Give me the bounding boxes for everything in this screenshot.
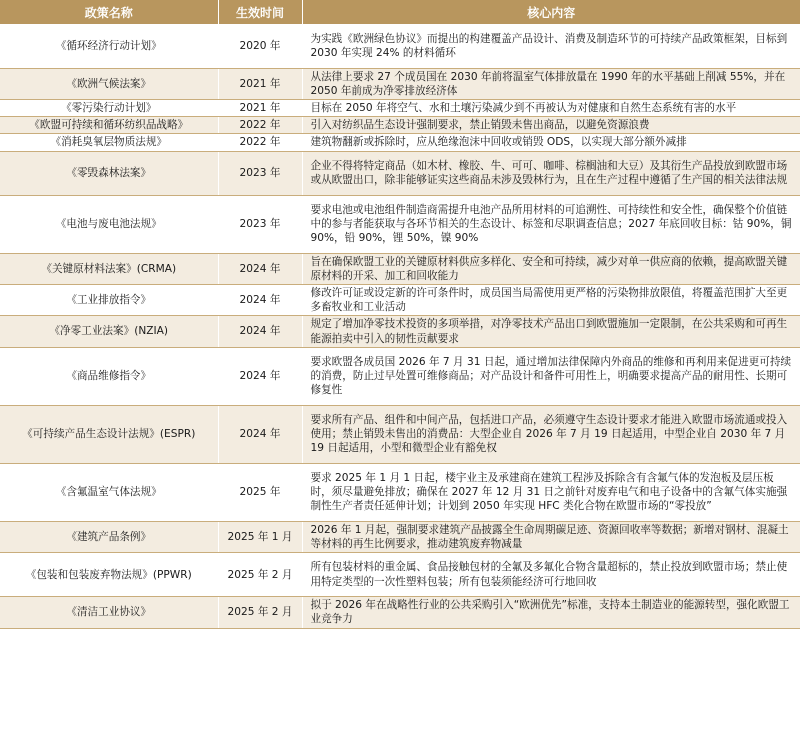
policy-name-cell: 《工业排放指令》 — [0, 284, 218, 315]
core-content-cell: 修改许可证或设定新的许可条件时，成员国当局需使用更严格的污染物排放限值，将覆盖范围扩大至更多畜牧业和工业活动 — [302, 284, 800, 315]
core-content-cell: 规定了增加净零技术投资的多项举措，对净零技术产品出口到欧盟施加一定限制，在公共采购和可再生能源拍卖中引入的韧性贡献要求 — [302, 316, 800, 347]
policy-name-cell: 《商品维修指令》 — [0, 347, 218, 405]
effective-time-cell: 2024 年 — [218, 253, 302, 284]
core-content-cell: 2026 年 1 月起，强制要求建筑产品披露全生命周期碳足迹、资源回收率等数据；新增对钢材、混凝土等材料的再生比例要求，推动建筑废弃物减量 — [302, 521, 800, 552]
core-content-cell: 企业不得将特定商品（如木材、橡胶、牛、可可、咖啡、棕榈油和大豆）及其衍生产品投放到欧盟市场或从欧盟出口，除非能够证实这些商品未涉及毁林行为，且在生产过程中遵循了生产国的相关法律法规 — [302, 151, 800, 195]
table-row — [0, 117, 800, 134]
effective-time-cell: 2025 年 1 月 — [218, 521, 302, 552]
core-content-cell: 引入对纺织品生态设计强制要求，禁止销毁未售出商品，以避免资源浪费 — [302, 117, 800, 134]
effective-time-cell: 2022 年 — [218, 134, 302, 151]
table-row — [0, 597, 800, 628]
table-row — [0, 553, 800, 597]
effective-time-cell: 2024 年 — [218, 316, 302, 347]
table-row — [0, 195, 800, 253]
table-row — [0, 151, 800, 195]
policy-name-cell: 《欧盟可持续和循环纺织品战略》 — [0, 117, 218, 134]
effective-time-cell: 2024 年 — [218, 405, 302, 463]
table-row — [0, 134, 800, 151]
core-content-cell: 要求所有产品、组件和中间产品，包括进口产品，必须遵守生态设计要求才能进入欧盟市场流通或投入使用；禁止销毁未售出的消费品：大型企业自 2026 年 7 月 19 日起适用，中型企业自 2030 年 7 月 19 日起适用，小型和微型企业有豁免权 — [302, 405, 800, 463]
effective-time-cell: 2020 年 — [218, 24, 302, 68]
core-content-cell: 建筑物翻新或拆除时，应从绝缘泡沫中回收或销毁 ODS，以实现大部分额外减排 — [302, 134, 800, 151]
header-row — [0, 0, 800, 24]
policy-name-cell: 《欧洲气候法案》 — [0, 68, 218, 99]
policy-name-cell: 《可持续产品生态设计法规》(ESPR) — [0, 405, 218, 463]
core-content-cell: 目标在 2050 年将空气、水和土壤污染减少到不再被认为对健康和自然生态系统有害的水平 — [302, 99, 800, 116]
header-policy-name: 政策名称 — [0, 0, 218, 24]
table-row — [0, 284, 800, 315]
effective-time-cell: 2024 年 — [218, 347, 302, 405]
effective-time-cell: 2023 年 — [218, 195, 302, 253]
table-row — [0, 463, 800, 521]
effective-time-cell: 2021 年 — [218, 68, 302, 99]
table-header — [0, 0, 800, 24]
policy-name-cell: 《零污染行动计划》 — [0, 99, 218, 116]
effective-time-cell: 2021 年 — [218, 99, 302, 116]
policy-name-cell: 《建筑产品条例》 — [0, 521, 218, 552]
core-content-cell: 旨在确保欧盟工业的关键原材料供应多样化、安全和可持续，减少对单一供应商的依赖，提高欧盟关键原材料的开采、加工和回收能力 — [302, 253, 800, 284]
table-row — [0, 24, 800, 68]
table-row — [0, 347, 800, 405]
header-effective-time: 生效时间 — [218, 0, 302, 24]
header-core-content: 核心内容 — [302, 0, 800, 24]
effective-time-cell: 2025 年 2 月 — [218, 553, 302, 597]
policy-name-cell: 《电池与废电池法规》 — [0, 195, 218, 253]
policy-name-cell: 《循环经济行动计划》 — [0, 24, 218, 68]
table-row — [0, 68, 800, 99]
table-row — [0, 405, 800, 463]
core-content-cell: 拟于 2026 年在战略性行业的公共采购引入“欧洲优先”标准，支持本土制造业的能源转型，强化欧盟工业竞争力 — [302, 597, 800, 628]
core-content-cell: 要求 2025 年 1 月 1 日起，楼宇业主及承建商在建筑工程涉及拆除含有含氟气体的发泡板及层压板时，须尽量避免排放；确保在 2027 年 12 月 31 日之前针对废弃电气和电子设备中的含氟气体实施强制性生产者责任延伸计划；计划到 2050 年实现 HFC 类化合物在欧盟市场的“零投放” — [302, 463, 800, 521]
policy-name-cell: 《关键原材料法案》(CRMA) — [0, 253, 218, 284]
table-row — [0, 253, 800, 284]
effective-time-cell: 2024 年 — [218, 284, 302, 315]
table-row — [0, 521, 800, 552]
effective-time-cell: 2025 年 — [218, 463, 302, 521]
core-content-cell: 为实践《欧洲绿色协议》而提出的构建覆盖产品设计、消费及制造环节的可持续产品政策框架，目标到 2030 年实现 24% 的材料循环 — [302, 24, 800, 68]
policy-name-cell: 《零毁森林法案》 — [0, 151, 218, 195]
effective-time-cell: 2022 年 — [218, 117, 302, 134]
policy-name-cell: 《消耗臭氧层物质法规》 — [0, 134, 218, 151]
effective-time-cell: 2025 年 2 月 — [218, 597, 302, 628]
policy-name-cell: 《包装和包装废弃物法规》(PPWR) — [0, 553, 218, 597]
table-body — [0, 24, 800, 628]
core-content-cell: 从法律上要求 27 个成员国在 2030 年前将温室气体排放量在 1990 年的水平基础上削减 55%，并在 2050 年前成为净零排放经济体 — [302, 68, 800, 99]
core-content-cell: 要求电池或电池组件制造商需提升电池产品所用材料的可追溯性、可持续性和安全性，确保整个价值链中的参与者能获取与各环节相关的生态设计、标签和尽职调查信息；2027 年底回收目标：钴 90%，铜 90%，铅 90%，锂 50%，镍 90% — [302, 195, 800, 253]
policy-name-cell: 《净零工业法案》(NZIA) — [0, 316, 218, 347]
effective-time-cell: 2023 年 — [218, 151, 302, 195]
policy-name-cell: 《含氟温室气体法规》 — [0, 463, 218, 521]
table-row — [0, 316, 800, 347]
core-content-cell: 所有包装材料的重金属、食品接触包材的全氟及多氟化合物含量超标的，禁止投放到欧盟市场；禁止使用特定类型的一次性塑料包装；所有包装须能经济可行地回收 — [302, 553, 800, 597]
policy-name-cell: 《清洁工业协议》 — [0, 597, 218, 628]
table-row — [0, 99, 800, 116]
core-content-cell: 要求欧盟各成员国 2026 年 7 月 31 日起，通过增加法律保障内外商品的维修和再利用来促进更可持续的消费，防止过早处置可维修商品；对产品设计和备件可用性上，明确要求提高产品的耐用性、长期可修复性 — [302, 347, 800, 405]
